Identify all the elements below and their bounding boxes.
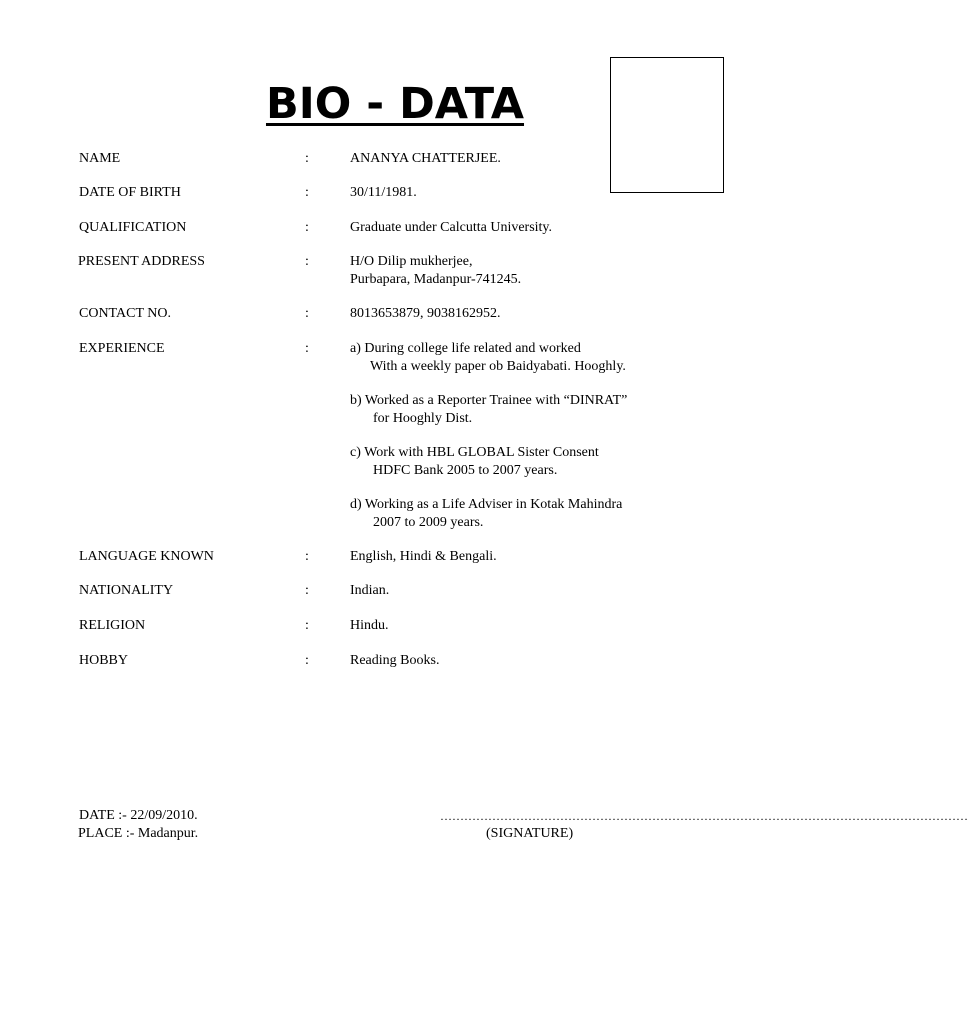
religion-label: RELIGION bbox=[79, 618, 146, 633]
religion-colon: : bbox=[305, 618, 309, 633]
nationality-colon: : bbox=[305, 583, 309, 598]
contact-value: 8013653879, 9038162952. bbox=[350, 306, 501, 321]
experience-item-d-line-1: d) Working as a Life Adviser in Kotak Mahindra bbox=[350, 497, 623, 512]
name-label: NAME bbox=[79, 151, 121, 166]
name-value: ANANYA CHATTERJEE. bbox=[350, 151, 501, 166]
experience-item-a-line-2: With a weekly paper ob Baidyabati. Hooghly. bbox=[370, 359, 626, 374]
qualification-label: QUALIFICATION bbox=[79, 220, 187, 235]
experience-item-c bbox=[350, 444, 599, 480]
language-value: English, Hindi & Bengali. bbox=[350, 549, 497, 564]
experience-item-b-line-1: b) Worked as a Reporter Trainee with “DINRAT” bbox=[350, 393, 628, 408]
contact-label: CONTACT NO. bbox=[79, 306, 171, 321]
address-label: PRESENT ADDRESS bbox=[78, 254, 205, 269]
experience-item-c-line-2: HDFC Bank 2005 to 2007 years. bbox=[373, 463, 558, 478]
experience-item-c-line-1: c) Work with HBL GLOBAL Sister Consent bbox=[350, 445, 599, 460]
experience-item-b-line-2: for Hooghly Dist. bbox=[373, 411, 473, 426]
dob-colon: : bbox=[305, 185, 309, 200]
qualification-value: Graduate under Calcutta University. bbox=[350, 220, 553, 235]
hobby-value: Reading Books. bbox=[350, 653, 440, 668]
language-colon: : bbox=[305, 549, 309, 564]
photo-placeholder-box bbox=[610, 57, 724, 193]
experience-item-d bbox=[350, 496, 622, 532]
hobby-label: HOBBY bbox=[79, 653, 129, 668]
qualification-colon: : bbox=[305, 220, 309, 235]
religion-value: Hindu. bbox=[350, 618, 389, 633]
address-line-1: H/O Dilip mukherjee, bbox=[350, 254, 473, 269]
experience-colon: : bbox=[305, 341, 309, 356]
footer-date: DATE :- 22/09/2010. bbox=[79, 808, 198, 823]
address-line-2: Purbapara, Madanpur-741245. bbox=[350, 272, 522, 287]
experience-item-a bbox=[350, 340, 626, 376]
dob-label: DATE OF BIRTH bbox=[79, 185, 181, 200]
nationality-value: Indian. bbox=[350, 583, 390, 598]
signature-label: (SIGNATURE) bbox=[486, 826, 574, 841]
signature-line: …………………………………………………………………………………………………………………… bbox=[440, 809, 968, 823]
hobby-colon: : bbox=[305, 653, 309, 668]
nationality-label: NATIONALITY bbox=[79, 583, 174, 598]
name-colon: : bbox=[305, 151, 309, 166]
document-title-text: BIO - DATA bbox=[265, 79, 525, 129]
experience-item-b bbox=[350, 392, 627, 428]
dob-value: 30/11/1981. bbox=[350, 185, 417, 200]
footer-place: PLACE :- Madanpur. bbox=[78, 826, 199, 841]
contact-colon: : bbox=[305, 306, 309, 321]
language-label: LANGUAGE KNOWN bbox=[79, 549, 214, 564]
experience-item-a-line-1: a) During college life related and worked bbox=[350, 341, 581, 356]
address-value bbox=[350, 253, 521, 289]
address-colon: : bbox=[305, 254, 309, 269]
experience-label: EXPERIENCE bbox=[79, 341, 165, 356]
experience-item-d-line-2: 2007 to 2009 years. bbox=[373, 515, 484, 530]
